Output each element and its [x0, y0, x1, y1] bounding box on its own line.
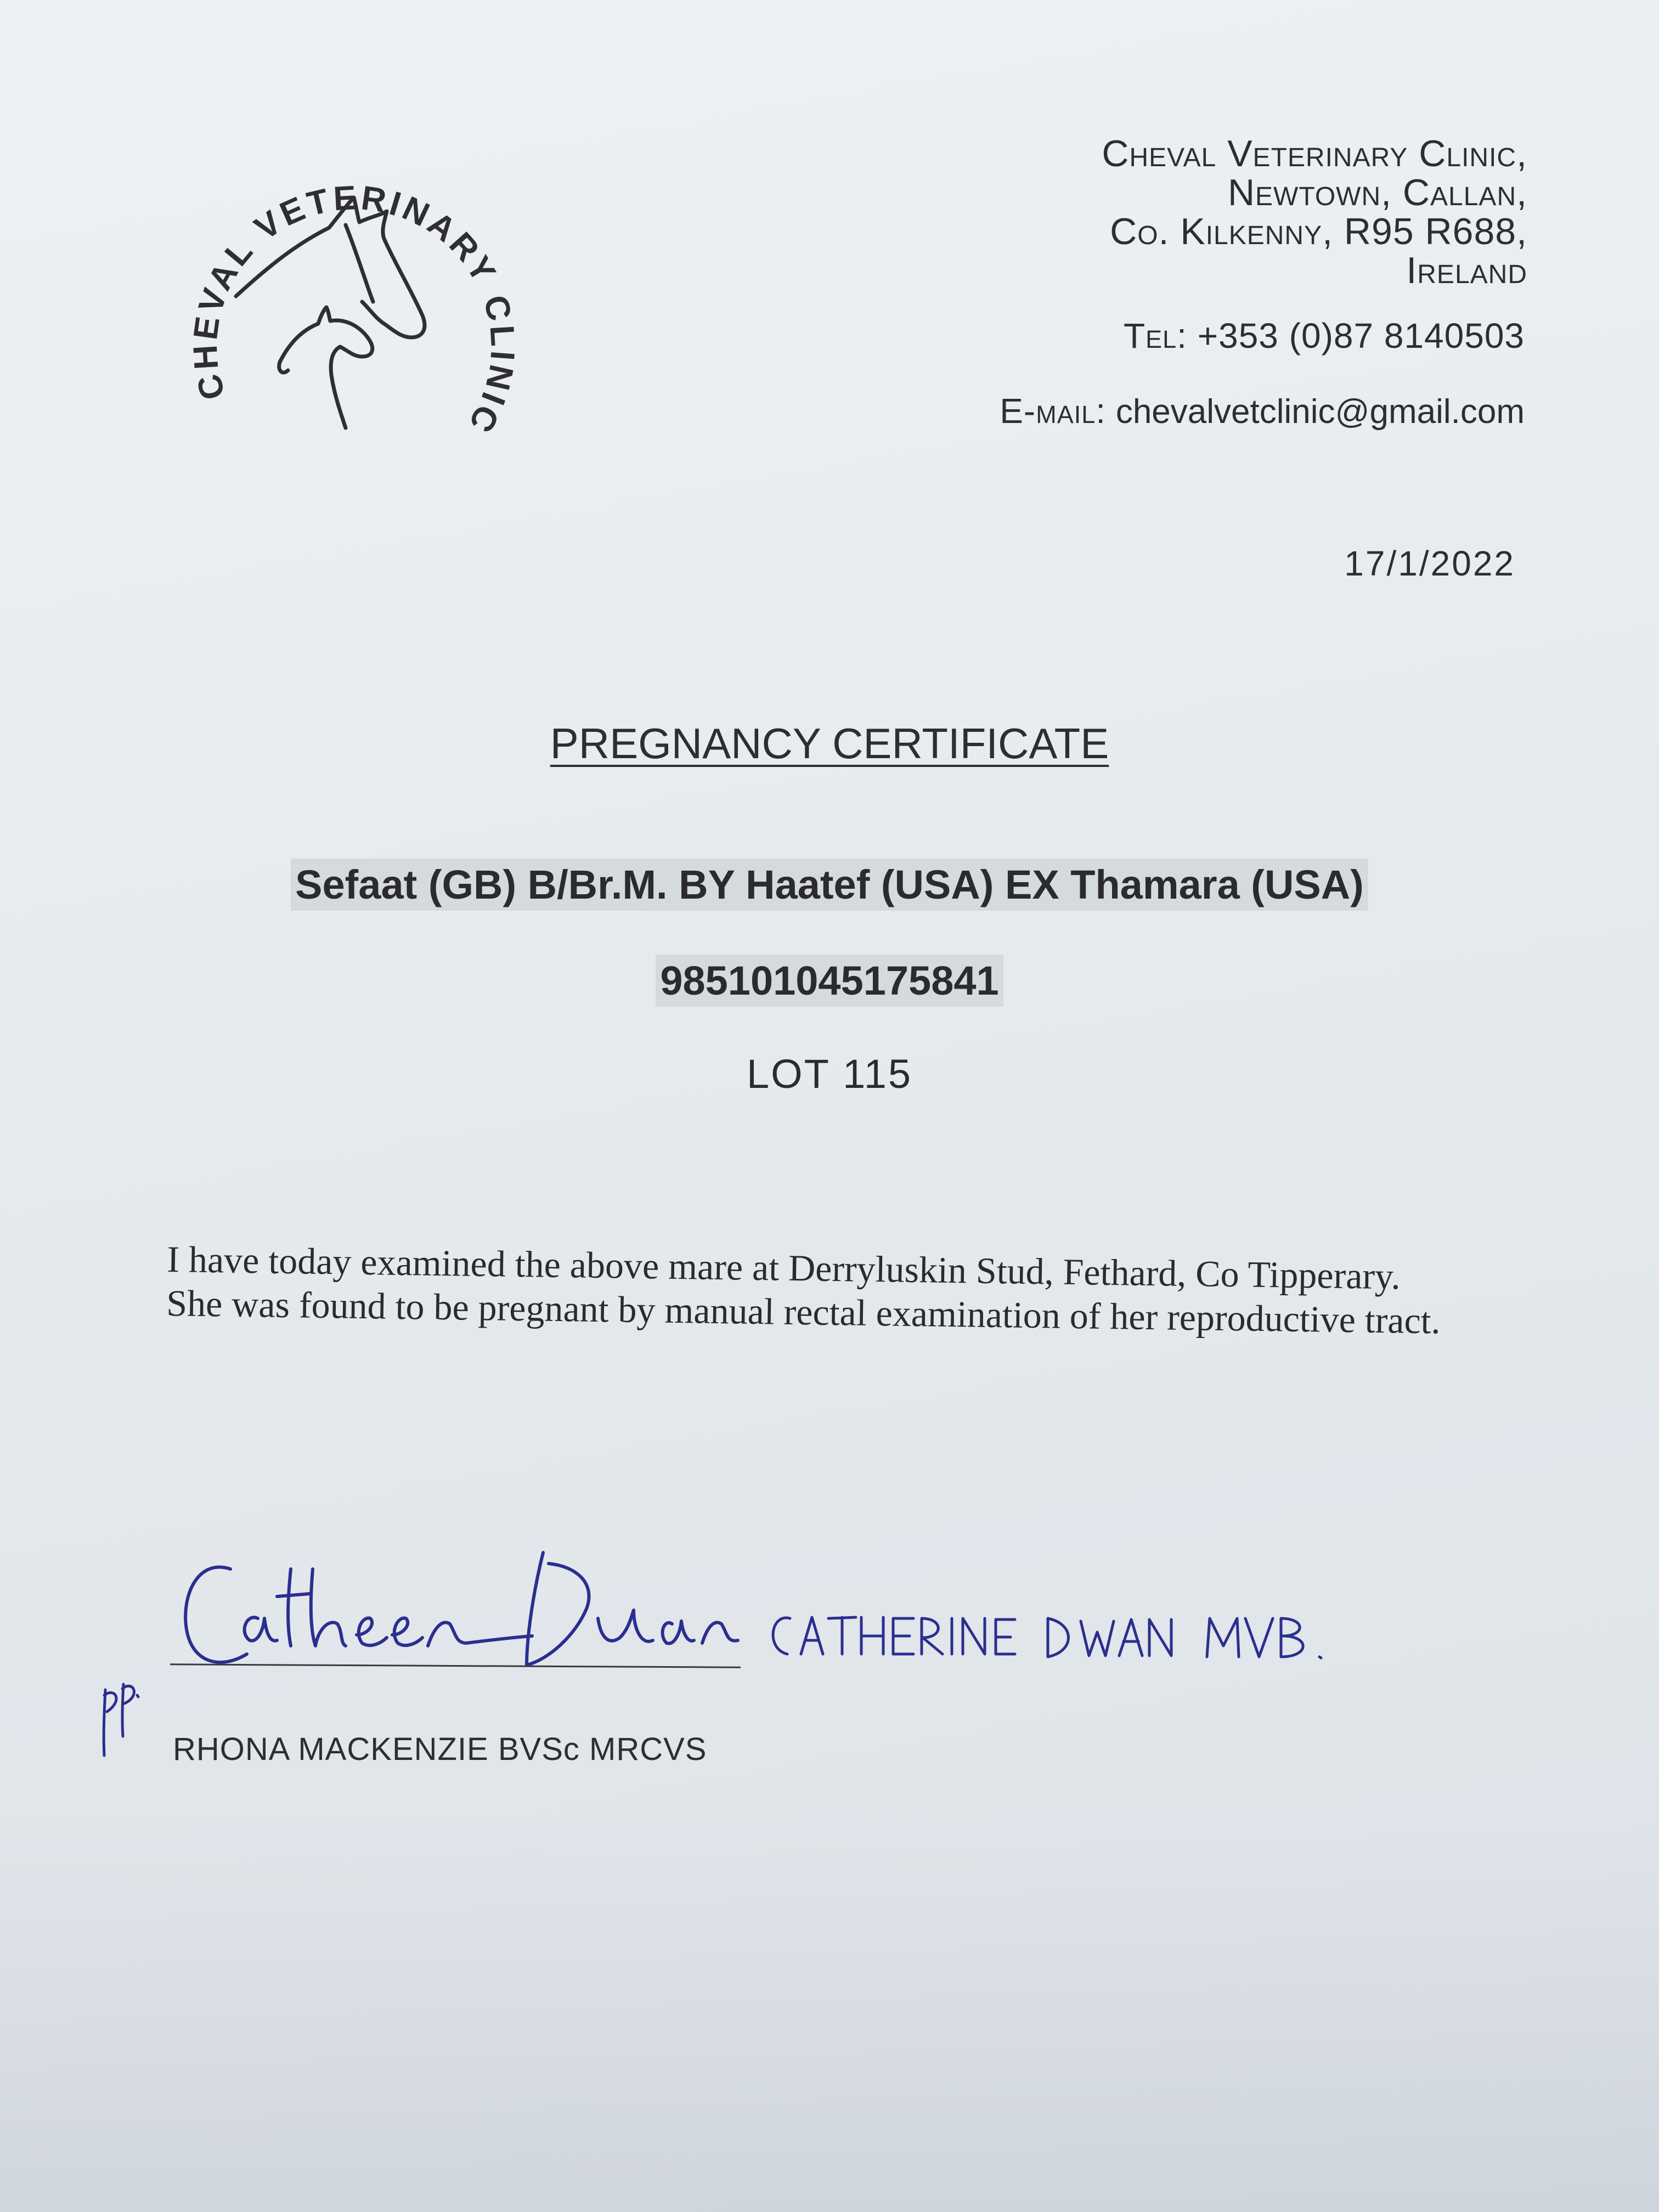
microchip-text: 985101045175841	[656, 955, 1003, 1007]
svg-text:CHEVAL VETERINARY CLINIC	[186, 179, 522, 441]
handwritten-name	[773, 1617, 1321, 1658]
microchip-number	[0, 957, 1659, 1004]
logo-arc-text: CHEVAL VETERINARY CLINIC	[186, 178, 522, 442]
clinic-address	[814, 134, 1527, 290]
tel-label: Tel:	[1124, 316, 1187, 356]
horse-identification	[0, 861, 1659, 908]
lot-number: LOT 115	[746, 1051, 913, 1097]
handwritten-pp	[104, 1684, 138, 1756]
address-line: Ireland	[1406, 250, 1527, 291]
certificate-date: 17/1/2022	[1344, 544, 1515, 583]
handwritten-signature	[185, 1553, 738, 1665]
address-line: Newtown, Callan,	[1227, 172, 1527, 213]
email-label: E-mail:	[1000, 391, 1107, 431]
certificate-title	[0, 719, 1659, 769]
address-line: Co. Kilkenny, R95 R688,	[1110, 211, 1527, 252]
address-line: Cheval Veterinary Clinic,	[1102, 133, 1527, 174]
tel-value: +353 (0)87 8140503	[1197, 316, 1525, 356]
examination-statement: I have today examined the above mare at Derryluskin Stud, Fethard, Co Tipperary. She was found to be pregnant by manual rectal examination of her reproductive tract.	[166, 1238, 1441, 1342]
clinic-telephone	[811, 315, 1525, 356]
email-value: chevalvetclinic@gmail.com	[1115, 393, 1525, 431]
clinic-logo	[165, 121, 538, 461]
vet-printed-name: RHONA MACKENZIE BVSc MRCVS	[173, 1731, 707, 1767]
clinic-email	[811, 391, 1525, 431]
horse-line-text: Sefaat (GB) B/Br.M. BY Haatef (USA) EX Thamara (USA)	[291, 859, 1368, 911]
certificate-title-text: PREGNANCY CERTIFICATE	[550, 719, 1109, 768]
page-shadow	[0, 1810, 1659, 2212]
